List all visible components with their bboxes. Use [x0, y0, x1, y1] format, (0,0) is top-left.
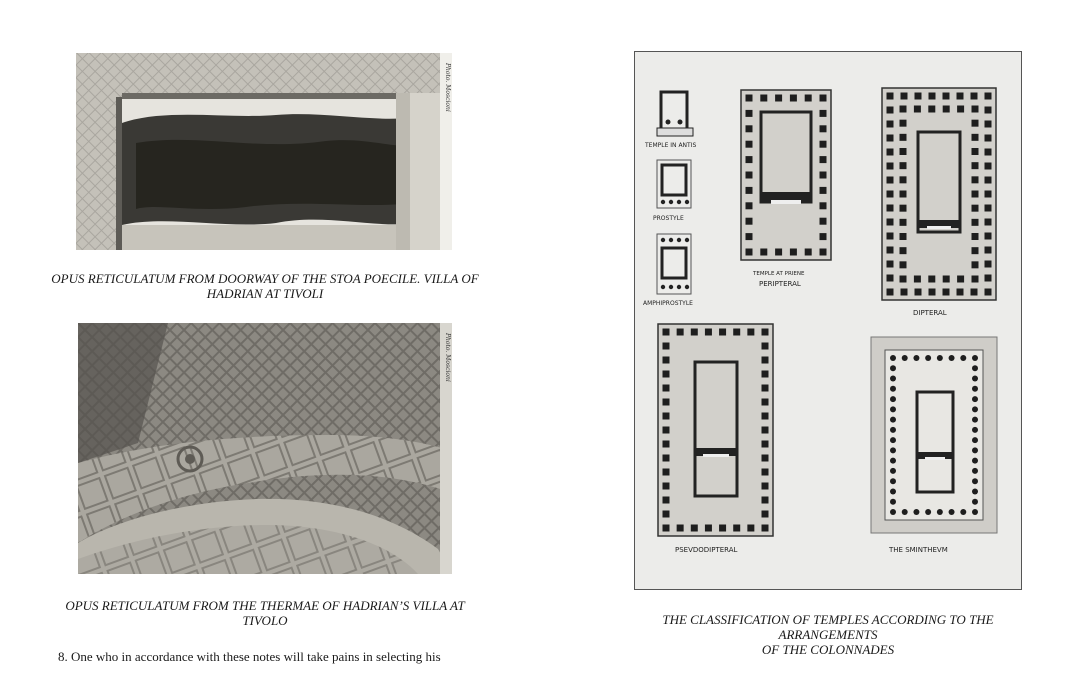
- column-mark: [820, 172, 827, 179]
- column-mark: [972, 417, 978, 423]
- column-mark: [972, 376, 978, 382]
- column-mark: [890, 509, 896, 515]
- column-mark: [900, 276, 907, 283]
- column-mark: [972, 437, 978, 443]
- column-mark: [762, 385, 769, 392]
- column-mark: [762, 441, 769, 448]
- column-mark: [887, 191, 894, 198]
- column-mark: [960, 355, 966, 361]
- column-mark: [887, 177, 894, 184]
- column-mark: [820, 187, 827, 194]
- column-mark: [902, 509, 908, 515]
- column-mark: [890, 437, 896, 443]
- label-temple-at-priene: TEMPLE AT PRIENE: [753, 271, 805, 277]
- column-mark: [943, 106, 950, 113]
- column-mark: [663, 329, 670, 336]
- column-mark: [762, 483, 769, 490]
- body-paragraph: 8. One who in accordance with these notes will take pains in selecting his: [58, 649, 441, 664]
- column-mark: [972, 219, 979, 226]
- column-mark: [900, 176, 907, 183]
- column-mark: [985, 107, 992, 114]
- column-mark: [887, 135, 894, 142]
- column-mark: [972, 396, 978, 402]
- label-sminthevm: THE SMINTHEVM: [889, 546, 948, 554]
- plan-prostyle: [657, 160, 691, 208]
- column-mark: [760, 95, 767, 102]
- column-mark: [900, 219, 907, 226]
- column-mark: [820, 110, 827, 117]
- column-mark: [972, 499, 978, 505]
- column-mark: [928, 106, 935, 113]
- column-mark: [663, 497, 670, 504]
- column-mark: [943, 93, 950, 100]
- column-mark: [887, 219, 894, 226]
- column-mark: [900, 191, 907, 198]
- column-mark: [887, 247, 894, 254]
- column-mark: [820, 249, 827, 256]
- column-mark: [972, 134, 979, 141]
- column-mark: [746, 141, 753, 148]
- column-mark: [972, 478, 978, 484]
- column-mark: [972, 162, 979, 169]
- column-mark: [972, 106, 979, 113]
- column-mark: [985, 261, 992, 268]
- column-mark: [890, 396, 896, 402]
- column-mark: [663, 455, 670, 462]
- column-mark: [719, 329, 726, 336]
- column-mark: [972, 148, 979, 155]
- column-mark: [890, 365, 896, 371]
- column-mark: [972, 233, 979, 240]
- column-mark: [960, 509, 966, 515]
- plate-caption: [630, 612, 1026, 657]
- column-mark: [746, 218, 753, 225]
- column-mark: [677, 329, 684, 336]
- column-mark: [887, 275, 894, 282]
- column-mark: [913, 355, 919, 361]
- column-mark: [915, 93, 922, 100]
- column-mark: [746, 172, 753, 179]
- column-mark: [972, 191, 979, 198]
- plate-caption-line3: OF THE COLONNADES: [761, 642, 895, 657]
- column-mark: [985, 149, 992, 156]
- column-mark: [890, 499, 896, 505]
- column-mark: [972, 205, 979, 212]
- column-mark: [900, 134, 907, 141]
- column-mark: [890, 376, 896, 382]
- column-mark: [972, 386, 978, 392]
- plan-amphiprostyle: [657, 234, 691, 294]
- column-mark: [972, 120, 979, 127]
- column-mark: [972, 176, 979, 183]
- photo-thermae: [78, 323, 452, 574]
- plate-caption-line2: ARRANGEMENTS: [778, 627, 878, 642]
- column-mark: [691, 525, 698, 532]
- column-mark: [890, 468, 896, 474]
- column-mark: [762, 413, 769, 420]
- column-mark: [925, 509, 931, 515]
- column-mark: [663, 441, 670, 448]
- column-mark: [887, 149, 894, 156]
- plan-temple-in-antis: [657, 92, 693, 136]
- column-mark: [733, 525, 740, 532]
- column-mark: [985, 247, 992, 254]
- column-mark: [887, 205, 894, 212]
- column-mark: [762, 511, 769, 518]
- column-mark: [762, 329, 769, 336]
- temple-plans-plate: [634, 51, 1022, 590]
- label-pseudodipteral: PSEVDODIPTERAL: [675, 546, 738, 554]
- column-mark: [805, 95, 812, 102]
- column-mark: [762, 497, 769, 504]
- photo1-credit: Photo. Moscioni: [444, 63, 451, 112]
- column-mark: [887, 233, 894, 240]
- column-mark: [900, 261, 907, 268]
- column-mark: [949, 355, 955, 361]
- column-mark: [887, 163, 894, 170]
- column-mark: [762, 371, 769, 378]
- label-amphiprostyle: AMPHIPROSTYLE: [643, 300, 693, 307]
- column-mark: [663, 511, 670, 518]
- column-mark: [890, 417, 896, 423]
- column-mark: [663, 483, 670, 490]
- column-mark: [972, 509, 978, 515]
- photo2-credit: Photo. Moscioni: [444, 333, 451, 382]
- column-mark: [663, 385, 670, 392]
- column-mark: [746, 110, 753, 117]
- column-mark: [929, 93, 936, 100]
- photo-stoa-poecile-doorway: [76, 53, 452, 250]
- column-mark: [971, 93, 978, 100]
- plate-caption-line1: THE CLASSIFICATION OF TEMPLES ACCORDING TO THE: [662, 612, 994, 627]
- column-mark: [746, 95, 753, 102]
- column-mark: [985, 177, 992, 184]
- column-mark: [746, 233, 753, 240]
- column-mark: [972, 468, 978, 474]
- column-mark: [900, 120, 907, 127]
- column-mark: [760, 249, 767, 256]
- column-mark: [747, 329, 754, 336]
- label-dipteral: DIPTERAL: [913, 309, 947, 317]
- column-mark: [887, 261, 894, 268]
- column-mark: [943, 289, 950, 296]
- column-mark: [663, 525, 670, 532]
- column-mark: [985, 121, 992, 128]
- column-mark: [762, 455, 769, 462]
- column-mark: [957, 289, 964, 296]
- column-mark: [705, 329, 712, 336]
- column-mark: [887, 107, 894, 114]
- column-mark: [890, 355, 896, 361]
- column-mark: [902, 355, 908, 361]
- column-mark: [677, 525, 684, 532]
- column-mark: [915, 289, 922, 296]
- column-mark: [957, 93, 964, 100]
- column-mark: [901, 93, 908, 100]
- column-mark: [972, 458, 978, 464]
- column-mark: [914, 106, 921, 113]
- column-mark: [762, 357, 769, 364]
- column-mark: [957, 276, 964, 283]
- column-mark: [972, 406, 978, 412]
- column-mark: [746, 156, 753, 163]
- column-mark: [820, 125, 827, 132]
- column-mark: [762, 525, 769, 532]
- column-mark: [820, 141, 827, 148]
- column-mark: [762, 343, 769, 350]
- column-mark: [925, 355, 931, 361]
- column-mark: [746, 249, 753, 256]
- column-mark: [820, 202, 827, 209]
- column-mark: [900, 233, 907, 240]
- column-mark: [928, 276, 935, 283]
- column-mark: [985, 163, 992, 170]
- column-mark: [929, 289, 936, 296]
- column-mark: [663, 357, 670, 364]
- column-mark: [820, 218, 827, 225]
- column-mark: [985, 191, 992, 198]
- column-mark: [887, 289, 894, 296]
- column-mark: [972, 365, 978, 371]
- column-mark: [937, 355, 943, 361]
- column-mark: [900, 162, 907, 169]
- column-mark: [985, 233, 992, 240]
- column-mark: [985, 205, 992, 212]
- column-mark: [972, 276, 979, 283]
- column-mark: [972, 247, 979, 254]
- column-mark: [890, 478, 896, 484]
- column-mark: [705, 525, 712, 532]
- column-mark: [887, 93, 894, 100]
- column-mark: [746, 202, 753, 209]
- column-mark: [985, 289, 992, 296]
- column-mark: [900, 205, 907, 212]
- column-mark: [691, 329, 698, 336]
- column-mark: [719, 525, 726, 532]
- column-mark: [900, 148, 907, 155]
- column-mark: [901, 289, 908, 296]
- column-mark: [820, 233, 827, 240]
- label-prostyle: PROSTYLE: [653, 215, 684, 222]
- column-mark: [775, 249, 782, 256]
- column-mark: [971, 289, 978, 296]
- column-mark: [972, 488, 978, 494]
- column-mark: [663, 413, 670, 420]
- column-mark: [890, 488, 896, 494]
- photo2-caption: OPUS RETICULATUM FROM THE THERMAE OF HADRIAN’S VILLA AT TIVOLO: [65, 598, 465, 628]
- column-mark: [775, 95, 782, 102]
- column-mark: [663, 469, 670, 476]
- column-mark: [949, 509, 955, 515]
- column-mark: [890, 447, 896, 453]
- column-mark: [762, 469, 769, 476]
- column-mark: [972, 427, 978, 433]
- column-mark: [985, 93, 992, 100]
- column-mark: [985, 219, 992, 226]
- column-mark: [890, 427, 896, 433]
- column-mark: [957, 106, 964, 113]
- column-mark: [663, 343, 670, 350]
- label-peripteral: PERIPTERAL: [759, 280, 801, 288]
- photo1-caption: OPUS RETICULATUM FROM DOORWAY OF THE STOA POECILE. VILLA OF HADRIAN AT TIVOLI: [51, 271, 479, 301]
- column-mark: [943, 276, 950, 283]
- column-mark: [805, 249, 812, 256]
- column-mark: [972, 261, 979, 268]
- label-temple-in-antis: TEMPLE IN ANTIS: [645, 142, 697, 149]
- column-mark: [820, 156, 827, 163]
- column-mark: [972, 447, 978, 453]
- column-mark: [746, 187, 753, 194]
- column-mark: [890, 458, 896, 464]
- column-mark: [900, 247, 907, 254]
- column-mark: [733, 329, 740, 336]
- column-mark: [790, 95, 797, 102]
- column-mark: [914, 276, 921, 283]
- column-mark: [663, 399, 670, 406]
- column-mark: [790, 249, 797, 256]
- column-mark: [913, 509, 919, 515]
- column-mark: [762, 427, 769, 434]
- column-mark: [762, 399, 769, 406]
- column-mark: [890, 386, 896, 392]
- column-mark: [663, 371, 670, 378]
- column-mark: [937, 509, 943, 515]
- column-mark: [985, 135, 992, 142]
- column-mark: [900, 106, 907, 113]
- column-mark: [887, 121, 894, 128]
- column-mark: [985, 275, 992, 282]
- column-mark: [746, 125, 753, 132]
- column-mark: [820, 95, 827, 102]
- column-mark: [890, 406, 896, 412]
- column-mark: [663, 427, 670, 434]
- column-mark: [972, 355, 978, 361]
- column-mark: [747, 525, 754, 532]
